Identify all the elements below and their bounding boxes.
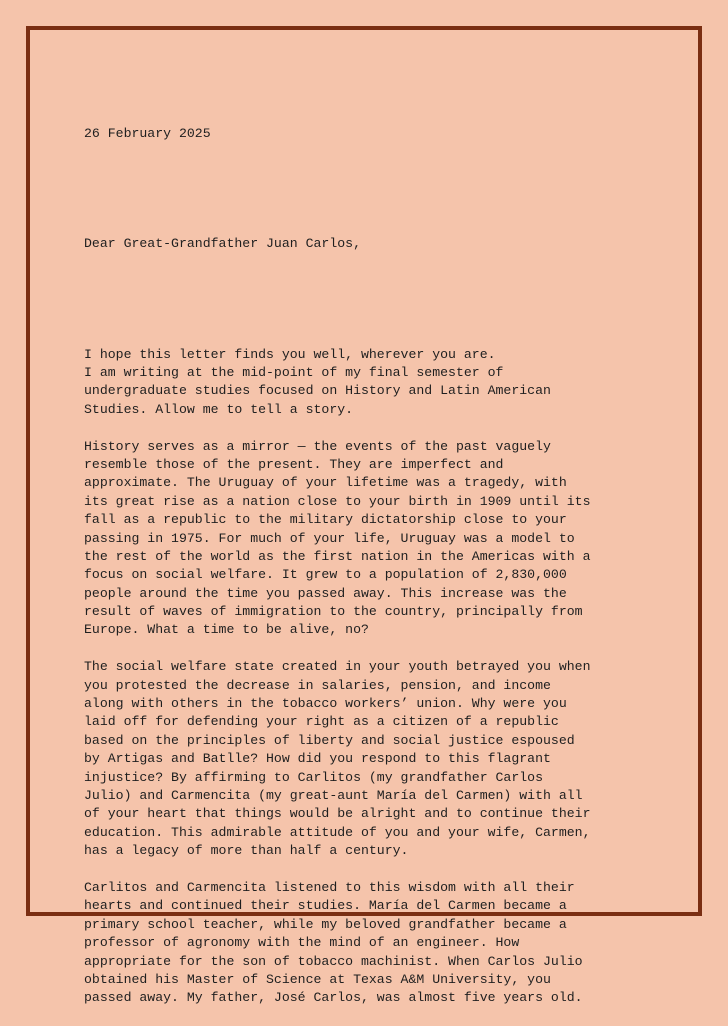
paragraph-line: I am writing at the mid-point of my final semester of xyxy=(84,365,504,381)
paragraph-line: its great rise as a nation close to your birth in 1909 until its xyxy=(84,493,591,509)
paragraph-1 xyxy=(84,346,664,420)
spacer xyxy=(84,419,664,437)
paragraph-line: History serves as a mirror — the events of the past vaguely xyxy=(84,438,551,454)
spacer xyxy=(84,861,664,879)
paragraph-line: injustice? By affirming to Carlitos (my grandfather Carlos xyxy=(84,769,543,785)
paragraph-line: undergraduate studies focused on History and Latin American xyxy=(84,383,551,399)
paragraph-line: you protested the decrease in salaries, pension, and income xyxy=(84,677,551,693)
paragraph-line: the rest of the world as the first nation in the Americas with a xyxy=(84,548,591,564)
paragraph-line: people around the time you passed away. This increase was the xyxy=(84,585,567,601)
paragraph-line: obtained his Master of Science at Texas A&M University, you xyxy=(84,971,551,987)
paragraph-line: Julio) and Carmencita (my great-aunt María del Carmen) with all xyxy=(84,788,583,803)
paragraph-line: The social welfare state created in your youth betrayed you when xyxy=(84,659,591,675)
paragraph-line: based on the principles of liberty and social justice espoused xyxy=(84,732,575,748)
paragraph-line: Europe. What a time to be alive, no? xyxy=(84,622,369,638)
paragraph-line: Carlitos and Carmencita listened to this wisdom with all their xyxy=(84,879,575,895)
paragraph-line: of your heart that things would be alright and to continue their xyxy=(84,806,591,822)
paragraph-line: passed away. My father, José Carlos, was almost five years old. xyxy=(84,990,583,1006)
letter-salutation: Dear Great-Grandfather Juan Carlos, xyxy=(84,236,361,252)
paragraph-4 xyxy=(84,879,664,1008)
paragraph-line: Studies. Allow me to tell a story. xyxy=(84,401,354,417)
paragraph-line: result of waves of immigration to the country, principally from xyxy=(84,604,583,620)
spacer xyxy=(84,640,664,658)
paragraph-line: appropriate for the son of tobacco machinist. When Carlos Julio xyxy=(84,953,583,969)
paragraph-line: along with others in the tobacco workers’ union. Why were you xyxy=(84,696,567,712)
paragraph-line: resemble those of the present. They are imperfect and xyxy=(84,456,504,472)
paragraph-line: focus on social welfare. It grew to a population of 2,830,000 xyxy=(84,567,567,583)
paragraph-line: passing in 1975. For much of your life, Uruguay was a model to xyxy=(84,530,575,546)
letter-body xyxy=(84,88,664,1026)
paragraph-line: laid off for defending your right as a citizen of a republic xyxy=(84,714,559,730)
paragraph-line: approximate. The Uruguay of your lifetime was a tragedy, with xyxy=(84,475,567,491)
spacer xyxy=(84,290,664,308)
paragraph-line: professor of agronomy with the mind of an engineer. How xyxy=(84,935,520,951)
paragraph-line: primary school teacher, while my beloved grandfather became a xyxy=(84,916,567,932)
paragraph-line: fall as a republic to the military dictatorship close to your xyxy=(84,512,567,528)
paragraph-line: has a legacy of more than half a century. xyxy=(84,843,409,859)
paragraph-line: education. This admirable attitude of you and your wife, Carmen, xyxy=(84,824,591,840)
paragraph-3 xyxy=(84,658,664,860)
paragraph-line: hearts and continued their studies. María del Carmen became a xyxy=(84,898,567,914)
letter-date: 26 February 2025 xyxy=(84,125,211,141)
paragraph-line: by Artigas and Batlle? How did you respond to this flagrant xyxy=(84,751,551,767)
letter-paragraphs xyxy=(84,346,664,1008)
paragraph-2 xyxy=(84,438,664,640)
spacer xyxy=(84,180,664,198)
paragraph-line: I hope this letter finds you well, wherever you are. xyxy=(84,346,496,362)
